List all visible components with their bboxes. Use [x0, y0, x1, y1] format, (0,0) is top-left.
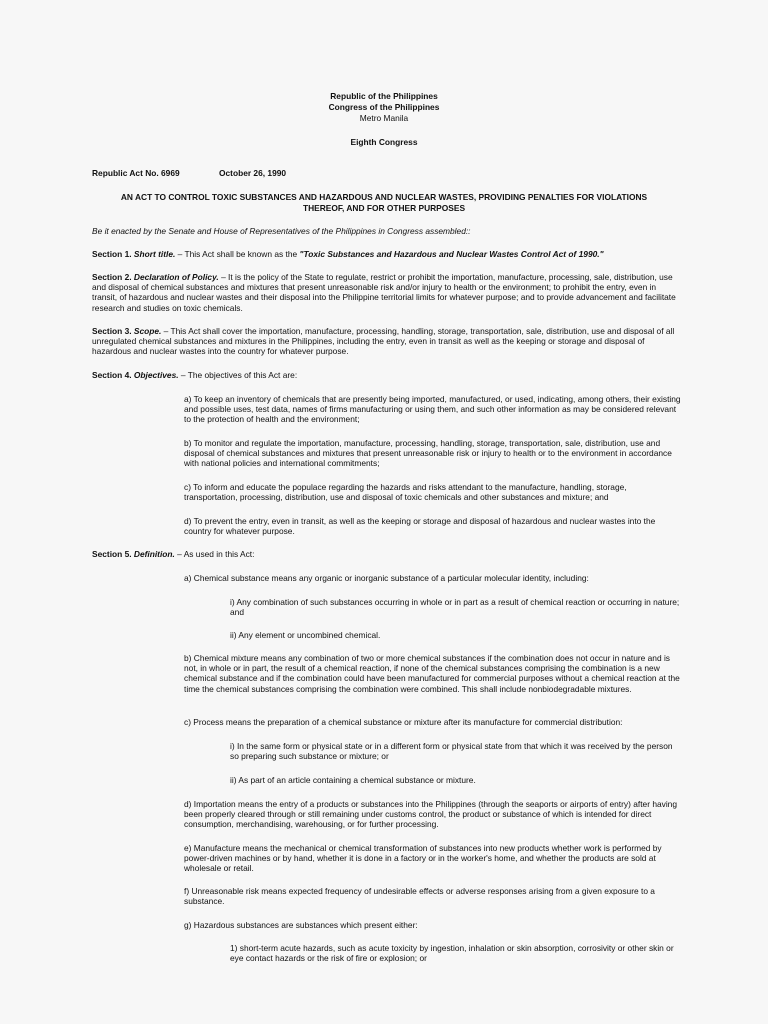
section-5 — [92, 549, 682, 559]
section-number: Section 3. — [92, 326, 132, 336]
section-text: – This Act shall cover the importation, manufacture, processing, handling, storage, transportation, sale, distribution, use and disposal of all unregulated chemical substances and mixtures in the Philippines, including the entry, even in transit as well as the keeping or storage and disposal of hazardous and nuclear wastes into the country for whatever purpose. — [92, 326, 675, 357]
definition-e: e) Manufacture means the mechanical or chemical transformation of substances into new products whether work is performed by power-driven machines or by hand, whether it is done in a factory or in the worker's home, and whether the products are sold at wholesale or retail. — [184, 843, 662, 874]
act-title-line-1: AN ACT TO CONTROL TOXIC SUBSTANCES AND HAZARDOUS AND NUCLEAR WASTES, PROVIDING PENALTIES FOR VIOLATIONS — [120, 192, 648, 202]
section-4 — [92, 370, 682, 380]
section-text: – This Act shall be known as the — [175, 249, 300, 259]
section-number: Section 1. — [92, 249, 132, 259]
header-congress: Congress of the Philippines — [328, 102, 440, 112]
definition-a: a) Chemical substance means any organic or inorganic substance of a particular molecular identity, including: — [184, 573, 589, 583]
section-heading: Scope. — [133, 326, 162, 336]
objective-d: d) To prevent the entry, even in transit, as well as the keeping or storage and disposal of hazardous and nuclear wastes into the country for whatever purpose. — [184, 516, 656, 537]
enacting-clause: Be it enacted by the Senate and House of Representatives of the Philippines in Congress assembled:: — [92, 226, 471, 236]
objective-c: c) To inform and educate the populace regarding the hazards and risks attendant to the manufacture, handling, storage, transportation, processing, distribution, use and disposal of toxic chemicals and other substances and mixture; and — [184, 482, 627, 503]
section-text: – It is the policy of the State to regulate, restrict or prohibit the importation, manufacture, processing, sale, distribution, use and disposal of chemical substances and mixtures that present unreasonable risk and/or injury to health or the environment; to prohibit the entry, even in transit, of hazardous and nuclear wastes and their disposal into the Philippine territorial limits for whatever purpose; and to provide advancement and facilitate research and studies on toxic chemicals. — [92, 272, 676, 313]
definition-f: f) Unreasonable risk means expected frequency of undesirable effects or adverse responses arising from a given exposure to a substance. — [184, 886, 655, 907]
definition-g: g) Hazardous substances are substances which present either: — [184, 920, 418, 930]
definition-a-ii: ii) Any element or uncombined chemical. — [230, 630, 381, 640]
section-number: Section 2. — [92, 272, 132, 282]
act-short-title: "Toxic Substances and Hazardous and Nuclear Wastes Control Act of 1990." — [299, 249, 604, 259]
act-date: October 26, 1990 — [219, 168, 287, 178]
definition-g-1: 1) short-term acute hazards, such as acute toxicity by ingestion, inhalation or skin absorption, corrosivity or other skin or eye contact hazards or the risk of fire or explosion; or — [230, 943, 674, 964]
objective-b: b) To monitor and regulate the importation, manufacture, processing, handling, storage, transportation, sale, distribution, use and disposal of chemical substances and mixtures that present unreasonable risk or injury to health or to the environment in accordance with national policies and international commitments; — [184, 438, 672, 469]
section-text: – The objectives of this Act are: — [178, 370, 298, 380]
section-1 — [92, 249, 682, 259]
section-heading: Declaration of Policy. — [133, 272, 219, 282]
definition-a-i: i) Any combination of such substances occurring in whole or in part as a result of chemical reaction or occurring in nature; and — [230, 597, 680, 618]
section-text: – As used in this Act: — [174, 549, 255, 559]
section-number: Section 4. — [92, 370, 132, 380]
section-3 — [92, 326, 682, 357]
section-2 — [92, 272, 682, 313]
section-heading: Definition. — [133, 549, 175, 559]
objective-a: a) To keep an inventory of chemicals that are presently being imported, manufactured, or used, indicating, among others, their existing and possible uses, test data, names of firms manufacturing or using them, and such other information as may be considered relevant to the protection of health and the environment; — [184, 394, 681, 425]
definition-d: d) Importation means the entry of a products or substances into the Philippines (through the seaports or airports of entry) after having been properly cleared through or still remaining under customs control, the product or substance of which is intended for direct consumption, merchandising, warehousing, or for further processing. — [184, 799, 677, 830]
definition-c-ii: ii) As part of an article containing a chemical substance or mixture. — [230, 775, 476, 785]
section-number: Section 5. — [92, 549, 132, 559]
definition-c-i: i) In the same form or physical state or in a different form or physical state from that which it was received by the person so preparing such substance or mixture; or — [230, 741, 673, 762]
act-number: Republic Act No. 6969 — [92, 168, 180, 178]
act-title-line-2: THEREOF, AND FOR OTHER PURPOSES — [302, 203, 466, 213]
section-heading: Objectives. — [133, 370, 179, 380]
definition-c: c) Process means the preparation of a chemical substance or mixture after its manufacture for commercial distribution: — [184, 717, 623, 727]
definition-b: b) Chemical mixture means any combination of two or more chemical substances if the combination does not occur in nature and is not, in whole or in part, the result of a chemical reaction, if none of the chemical substances comprising the combination is a new chemical substance and if the combination could have been manufactured for commercial purposes without a chemical reaction at the time the chemical substances comprising the combination were combined. This shall include nonbiodegradable mixtures. — [184, 653, 680, 694]
section-heading: Short title. — [133, 249, 176, 259]
congress-number: Eighth Congress — [350, 137, 418, 147]
header-republic: Republic of the Philippines — [330, 91, 438, 101]
header-location: Metro Manila — [359, 113, 409, 123]
